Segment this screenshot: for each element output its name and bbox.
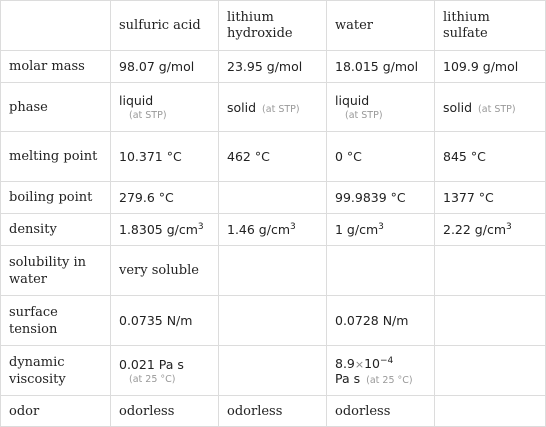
phase-value: solid xyxy=(227,99,257,115)
density-value: 1 g/cm xyxy=(335,222,379,237)
table-row-surface-tension xyxy=(1,296,546,346)
table-cell xyxy=(219,296,327,346)
table-cell xyxy=(111,346,219,396)
table-cell: 1377 °C xyxy=(435,182,546,214)
table-cell: 0.0735 N/m xyxy=(111,296,219,346)
viscosity-mantissa: 8.9 xyxy=(335,355,355,371)
table-cell: 23.95 g/mol xyxy=(219,51,327,83)
table-cell xyxy=(219,182,327,214)
table-row-melting-point xyxy=(1,132,546,182)
row-label: phase xyxy=(1,83,111,132)
table-cell xyxy=(327,346,435,396)
row-label: odor xyxy=(1,396,111,427)
column-header-lithium-hydroxide: lithium hydroxide xyxy=(219,1,327,51)
table-row-boiling-point xyxy=(1,182,546,214)
times-sign: × xyxy=(354,357,365,371)
table-cell xyxy=(111,83,219,132)
table-cell xyxy=(327,83,435,132)
table-cell xyxy=(435,346,546,396)
table-cell xyxy=(327,214,435,246)
viscosity-unit: Pa s xyxy=(335,370,361,386)
unit-exponent: 3 xyxy=(197,221,204,232)
table-cell: 462 °C xyxy=(219,132,327,182)
row-label: solubility in water xyxy=(1,246,111,296)
unit-exponent: 3 xyxy=(290,221,296,232)
column-header-sulfuric-acid: sulfuric acid xyxy=(111,1,219,51)
table-cell: 0 °C xyxy=(327,132,435,182)
table-cell xyxy=(219,83,327,132)
table-cell: odorless xyxy=(219,396,327,427)
condition-note: (at STP) xyxy=(262,103,300,115)
row-label: dynamic viscosity xyxy=(1,346,111,396)
table-cell xyxy=(435,246,546,296)
density-value: 1.8305 g/cm xyxy=(119,222,198,237)
power-base: 10 xyxy=(364,355,381,371)
condition-note: (at STP) xyxy=(478,103,516,115)
table-cell: 0.0728 N/m xyxy=(327,296,435,346)
table-cell xyxy=(435,396,546,427)
density-value: 2.22 g/cm xyxy=(443,222,507,237)
table-cell: very soluble xyxy=(111,246,219,296)
row-label: density xyxy=(1,214,111,246)
table-cell: 279.6 °C xyxy=(111,182,219,214)
table-cell xyxy=(435,83,546,132)
column-header-water: water xyxy=(327,1,435,51)
table-row-density xyxy=(1,214,546,246)
condition-note: (at STP) xyxy=(345,110,383,121)
condition-note: (at 25 °C) xyxy=(129,373,176,385)
table-row-solubility xyxy=(1,246,546,296)
table-cell xyxy=(435,214,546,246)
table-cell: 18.015 g/mol xyxy=(327,51,435,83)
power-exponent: −4 xyxy=(380,355,394,366)
phase-value: liquid xyxy=(119,93,154,108)
table-cell: 98.07 g/mol xyxy=(111,51,219,83)
condition-note: (at 25 °C) xyxy=(366,374,413,386)
condition-note: (at STP) xyxy=(129,110,167,121)
unit-exponent: 3 xyxy=(506,221,512,232)
table-row-dynamic-viscosity xyxy=(1,346,546,396)
table-row-phase xyxy=(1,83,546,132)
viscosity-value: 0.021 Pa s xyxy=(119,356,184,372)
table-cell: 10.371 °C xyxy=(111,132,219,182)
table-row-molar-mass xyxy=(1,51,546,83)
phase-value: solid xyxy=(443,99,473,115)
row-label: boiling point xyxy=(1,182,111,214)
header-row xyxy=(1,1,546,51)
table-cell xyxy=(219,246,327,296)
density-value: 1.46 g/cm xyxy=(227,222,291,237)
table-cell: odorless xyxy=(111,396,219,427)
row-label: molar mass xyxy=(1,51,111,83)
unit-exponent: 3 xyxy=(378,221,384,232)
table-cell: 99.9839 °C xyxy=(327,182,435,214)
table-cell xyxy=(219,346,327,396)
corner-cell xyxy=(1,1,111,51)
phase-value: liquid xyxy=(335,93,370,108)
row-label: surface tension xyxy=(1,296,111,346)
table-row-odor xyxy=(1,396,546,427)
table-cell: 109.9 g/mol xyxy=(435,51,546,83)
table-cell xyxy=(219,214,327,246)
table-cell xyxy=(111,214,219,246)
table-cell xyxy=(327,246,435,296)
table-cell: 845 °C xyxy=(435,132,546,182)
column-header-lithium-sulfate: lithium sulfate xyxy=(435,1,546,51)
row-label: melting point xyxy=(1,132,111,182)
table-cell xyxy=(435,296,546,346)
table-cell: odorless xyxy=(327,396,435,427)
